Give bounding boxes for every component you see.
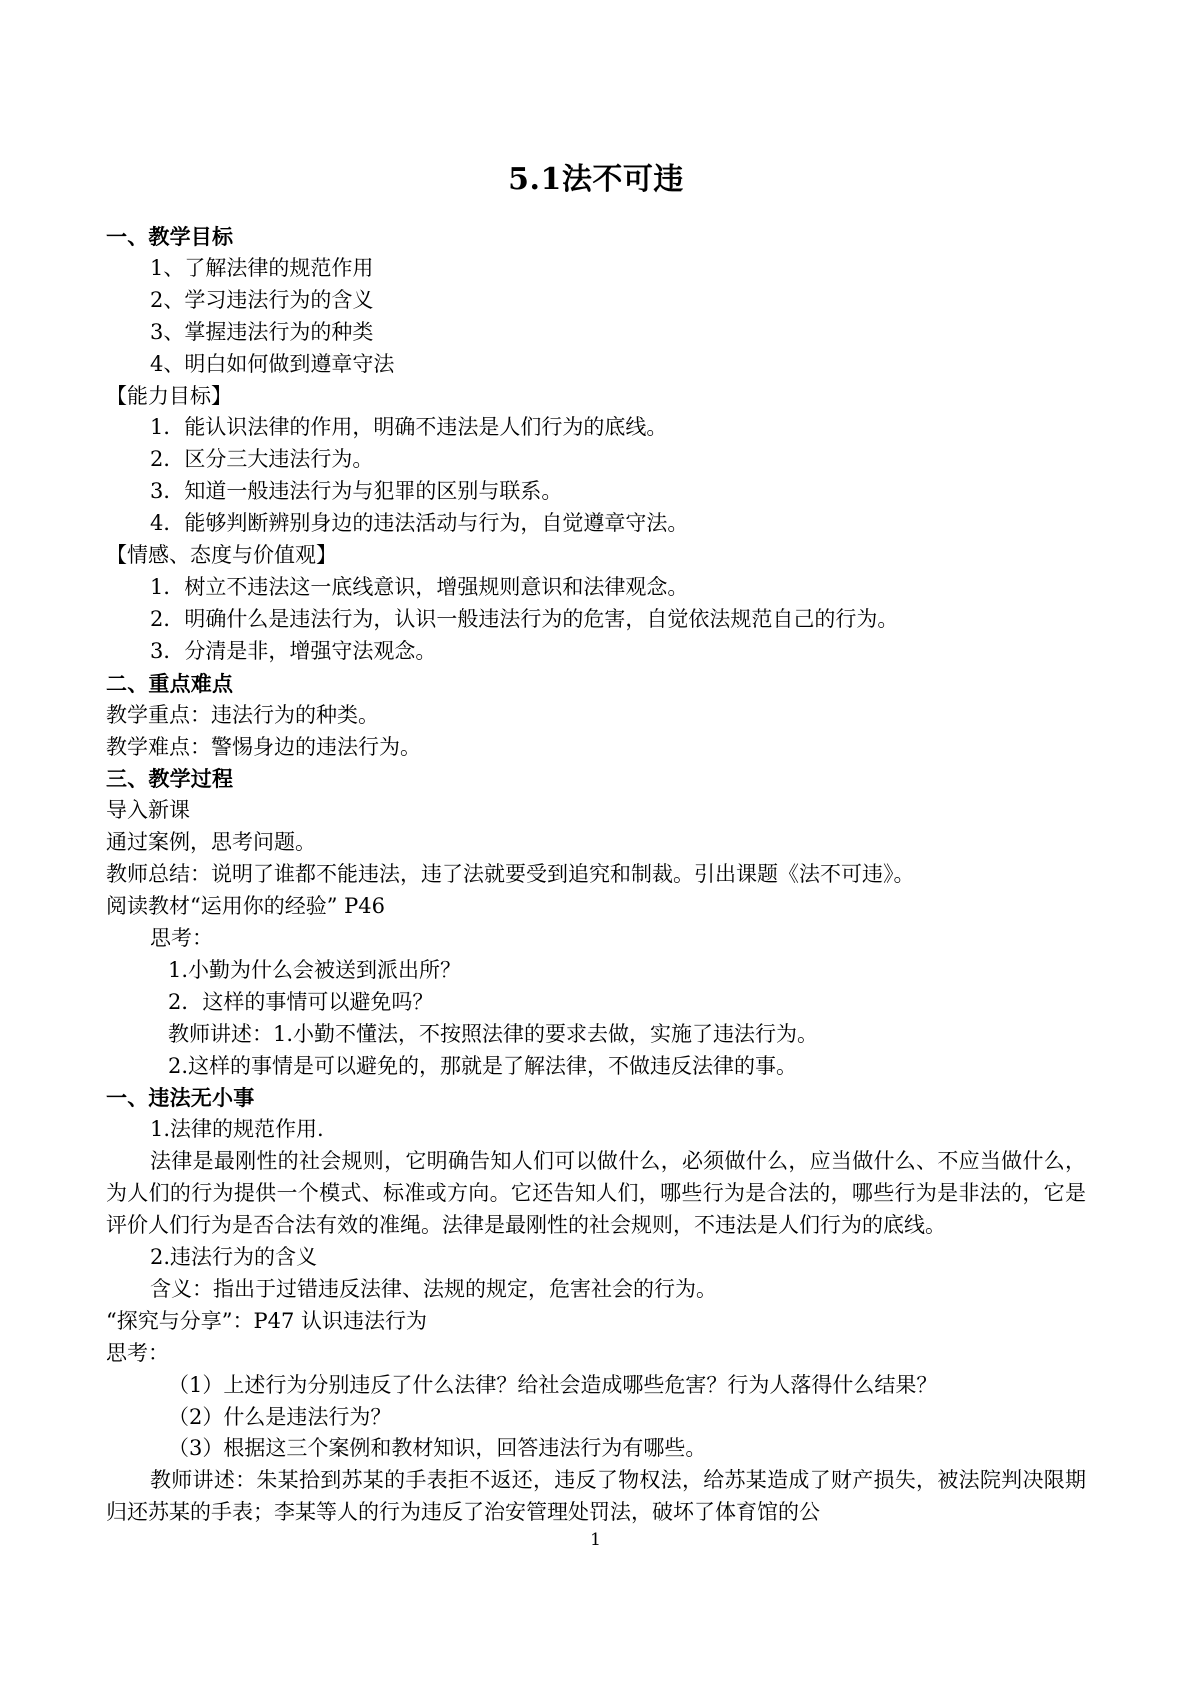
teacher-explain-2: 2.这样的事情是可以避免的，那就是了解法律，不做违反法律的事。 <box>168 1053 798 1078</box>
point-1-title: 1.法律的规范作用. <box>150 1117 324 1142</box>
teacher-summary-line: 教师总结：说明了谁都不能违法，违了法就要受到追究和制裁。引出课题《法不可违》。 <box>106 862 915 887</box>
page-number: 1 <box>590 1530 601 1550</box>
heading-teaching-process: 三、教学过程 <box>106 766 234 792</box>
heading-emotion-attitude-values: 【情感、态度与价值观】 <box>106 543 337 568</box>
objective-item-4: 4、明白如何做到遵章守法 <box>150 351 395 376</box>
reading-material-line: 阅读教材“运用你的经验” P46 <box>106 894 385 919</box>
point-2-body: 含义：指出于过错违反法律、法规的规定，危害社会的行为。 <box>150 1276 717 1301</box>
point-1-body: 法律是最刚性的社会规则，它明确告知人们可以做什么，必须做什么，应当做什么、不应当做什么，为人们的行为提供一个模式、标准或方向。它还告知人们，哪些行为是合法的，哪些行为是非法的，它是评价人们行为是否合法有效的准绳。法律是最刚性的社会规则，不违法是人们行为的底线。 <box>106 1149 1086 1238</box>
objective-item-2: 2、学习违法行为的含义 <box>150 287 374 312</box>
teacher-explain-1: 教师讲述：1.小勤不懂法，不按照法律的要求去做，实施了违法行为。 <box>168 1021 819 1046</box>
document-body <box>106 160 1086 1529</box>
emotion-item-1: 1．树立不违法这一底线意识，增强规则意识和法律观念。 <box>150 574 689 599</box>
ability-item-2: 2．区分三大违法行为。 <box>150 447 374 472</box>
explore-and-share-line: “探究与分享”：P47 认识违法行为 <box>106 1308 427 1333</box>
think-label-1: 思考： <box>150 925 213 950</box>
heading-ability-objectives: 【能力目标】 <box>106 383 232 408</box>
explore-question-2: （2）什么是违法行为？ <box>168 1404 392 1429</box>
process-intro-line: 导入新课 <box>106 798 190 823</box>
objective-item-3: 3、掌握违法行为的种类 <box>150 319 374 344</box>
page-title: 5.1法不可违 <box>508 162 684 197</box>
think-question-1: 1.小勤为什么会被送到派出所？ <box>168 957 462 982</box>
emotion-item-3: 3．分清是非，增强守法观念。 <box>150 638 437 663</box>
teaching-focus-line: 教学重点：违法行为的种类。 <box>106 702 379 727</box>
objective-item-1: 1、了解法律的规范作用 <box>150 255 374 280</box>
heading-teaching-objectives: 一、教学目标 <box>106 224 234 249</box>
point-2-title: 2.违法行为的含义 <box>150 1245 318 1269</box>
ability-item-3: 3．知道一般违法行为与犯罪的区别与联系。 <box>150 479 563 504</box>
final-paragraph: 教师讲述：朱某拾到苏某的手表拒不返还，违反了物权法，给苏某造成了财产损失，被法院判决限期归还苏某的手表；李某等人的行为违反了治安管理处罚法，破坏了体育馆的公 <box>106 1468 1086 1525</box>
think-label-2: 思考： <box>106 1340 169 1365</box>
explore-question-3: （3）根据这三个案例和教材知识，回答违法行为有哪些。 <box>168 1436 707 1461</box>
emotion-item-2: 2．明确什么是违法行为，认识一般违法行为的危害，自觉依法规范自己的行为。 <box>150 606 899 631</box>
process-case-line: 通过案例，思考问题。 <box>106 830 316 855</box>
heading-part-one: 一、违法无小事 <box>106 1085 255 1111</box>
explore-question-1: （1）上述行为分别违反了什么法律？给社会造成哪些危害？行为人落得什么结果？ <box>168 1372 938 1397</box>
heading-key-points-difficulties: 二、重点难点 <box>106 670 234 696</box>
ability-item-4: 4．能够判断辨别身边的违法活动与行为，自觉遵章守法。 <box>150 511 689 536</box>
teaching-difficulty-line: 教学难点：警惕身边的违法行为。 <box>106 734 421 759</box>
ability-item-1: 1．能认识法律的作用，明确不违法是人们行为的底线。 <box>150 415 668 440</box>
think-question-2: 2．这样的事情可以避免吗？ <box>168 989 434 1014</box>
